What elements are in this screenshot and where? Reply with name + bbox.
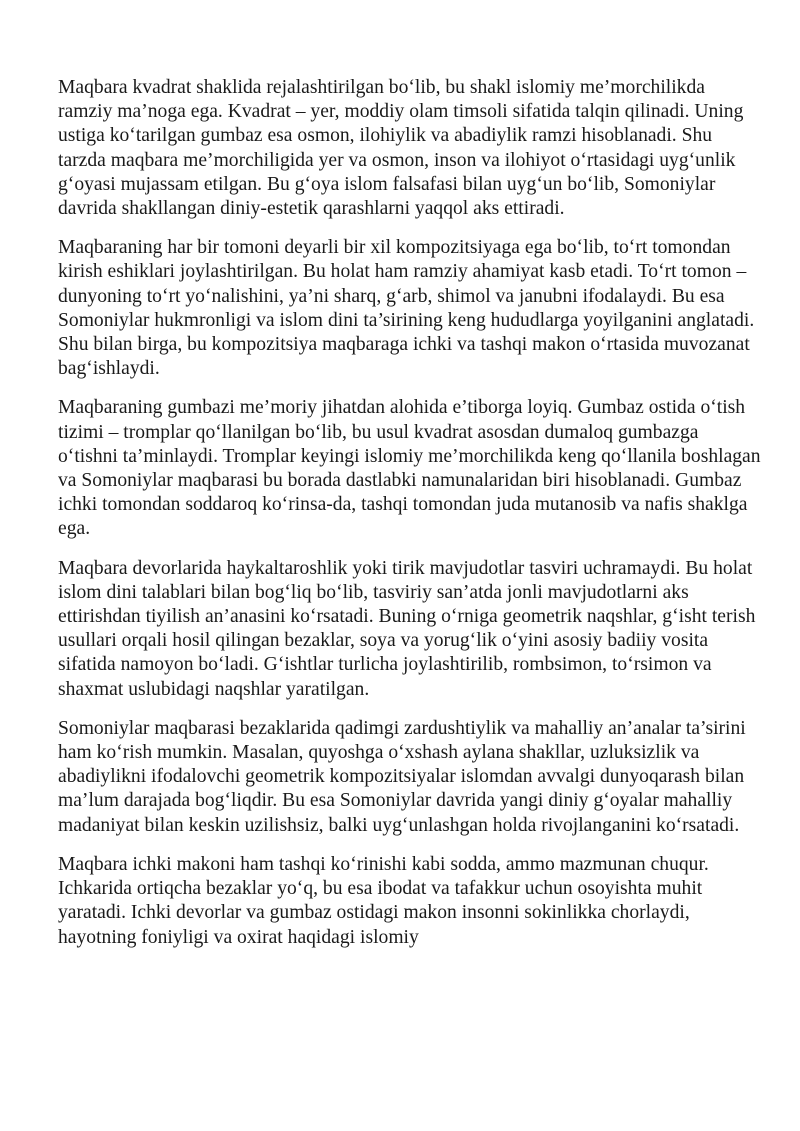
document-page [58,76,763,965]
paragraph-3: Maqbaraning gumbazi me’moriy jihatdan alohida e’tiborga loyiq. Gumbaz ostida o‘tish tizimi – tromplar qo‘llanilgan bo‘lib, bu usul kvadrat asosdan dumaloq gumbazga o‘tishni ta’minlaydi. Tromplar keyingi islomiy me’morchilikda keng qo‘llanila boshlagan va Somoniylar maqbarasi bu borada dastlabki namunalaridan biri hisoblanadi. Gumbaz ichki tomondan soddaroq ko‘rinsa-da, tashqi tomondan juda mutanosib va nafis shaklga ega. [58,397,761,540]
paragraph-1: Maqbara kvadrat shaklida rejalashtirilgan bo‘lib, bu shakl islomiy me’morchilikda ramziy ma’noga ega. Kvadrat – yer, moddiy olam timsoli sifatida talqin qilinadi. Uning ustiga ko‘tarilgan gumbaz esa osmon, ilohiylik va abadiylik ramzi hisoblanadi. Shu tarzda maqbara me’morchiligida yer va osmon, inson va ilohiyot o‘rtasidagi uyg‘unlik g‘oyasi mujassam etilgan. Bu g‘oya islom falsafasi bilan uyg‘un bo‘lib, Somoniylar davrida shakllangan diniy-estetik qarashlarni yaqqol aks ettiradi. [58,77,744,220]
paragraph-2: Maqbaraning har bir tomoni deyarli bir xil kompozitsiyaga ega bo‘lib, to‘rt tomondan kirish eshiklari joylashtirilgan. Bu holat ham ramziy ahamiyat kasb etadi. To‘rt tomon – dunyoning to‘rt yo‘nalishini, ya’ni sharq, g‘arb, shimol va janubni ifodalaydi. Bu esa Somoniylar hukmronligi va islom dini ta’sirining keng hududlarga yoyilganini anglatadi. Shu bilan birga, bu kompozitsiya maqbaraga ichki va tashqi makon o‘rtasida muvozanat bag‘ishlaydi. [58,237,755,380]
paragraph-5: Somoniylar maqbarasi bezaklarida qadimgi zardushtiylik va mahalliy an’analar ta’sirini ham ko‘rish mumkin. Masalan, quyoshga o‘xshash aylana shakllar, uzluksizlik va abadiylikni ifodalovchi geometrik kompozitsiyalar islomdan avvalgi dunyoqarash bilan ma’lum darajada bog‘liqdir. Bu esa Somoniylar davrida yangi diniy g‘oyalar mahalliy madaniyat bilan keskin uzilishsiz, balki uyg‘unlashgan holda rivojlanganini ko‘rsatadi. [58,717,746,836]
paragraph-6: Maqbara ichki makoni ham tashqi ko‘rinishi kabi sodda, ammo mazmunan chuqur. Ichkarida ortiqcha bezaklar yo‘q, bu esa ibodat va tafakkur uchun osoyishta muhit yaratadi. Ichki devorlar va gumbaz ostidagi makon insonni sokinlikka chorlaydi, hayotning foniyligi va oxirat haqidagi islomiy [58,853,709,948]
paragraph-4: Maqbara devorlarida haykaltaroshlik yoki tirik mavjudotlar tasviri uchramaydi. Bu holat islom dini talablari bilan bog‘liq bo‘lib, tasviriy san’atda jonli mavjudotlarni aks ettirishdan tiyilish an’anasini ko‘rsatadi. Buning o‘rniga geometrik naqshlar, g‘isht terish usullari orqali hosil qilingan bezaklar, soya va yorug‘lik o‘yini asosiy badiiy vosita sifatida namoyon bo‘ladi. G‘ishtlar turlicha joylashtirilib, rombsimon, to‘rsimon va shaxmat uslubidagi naqshlar yaratilgan. [58,557,756,700]
